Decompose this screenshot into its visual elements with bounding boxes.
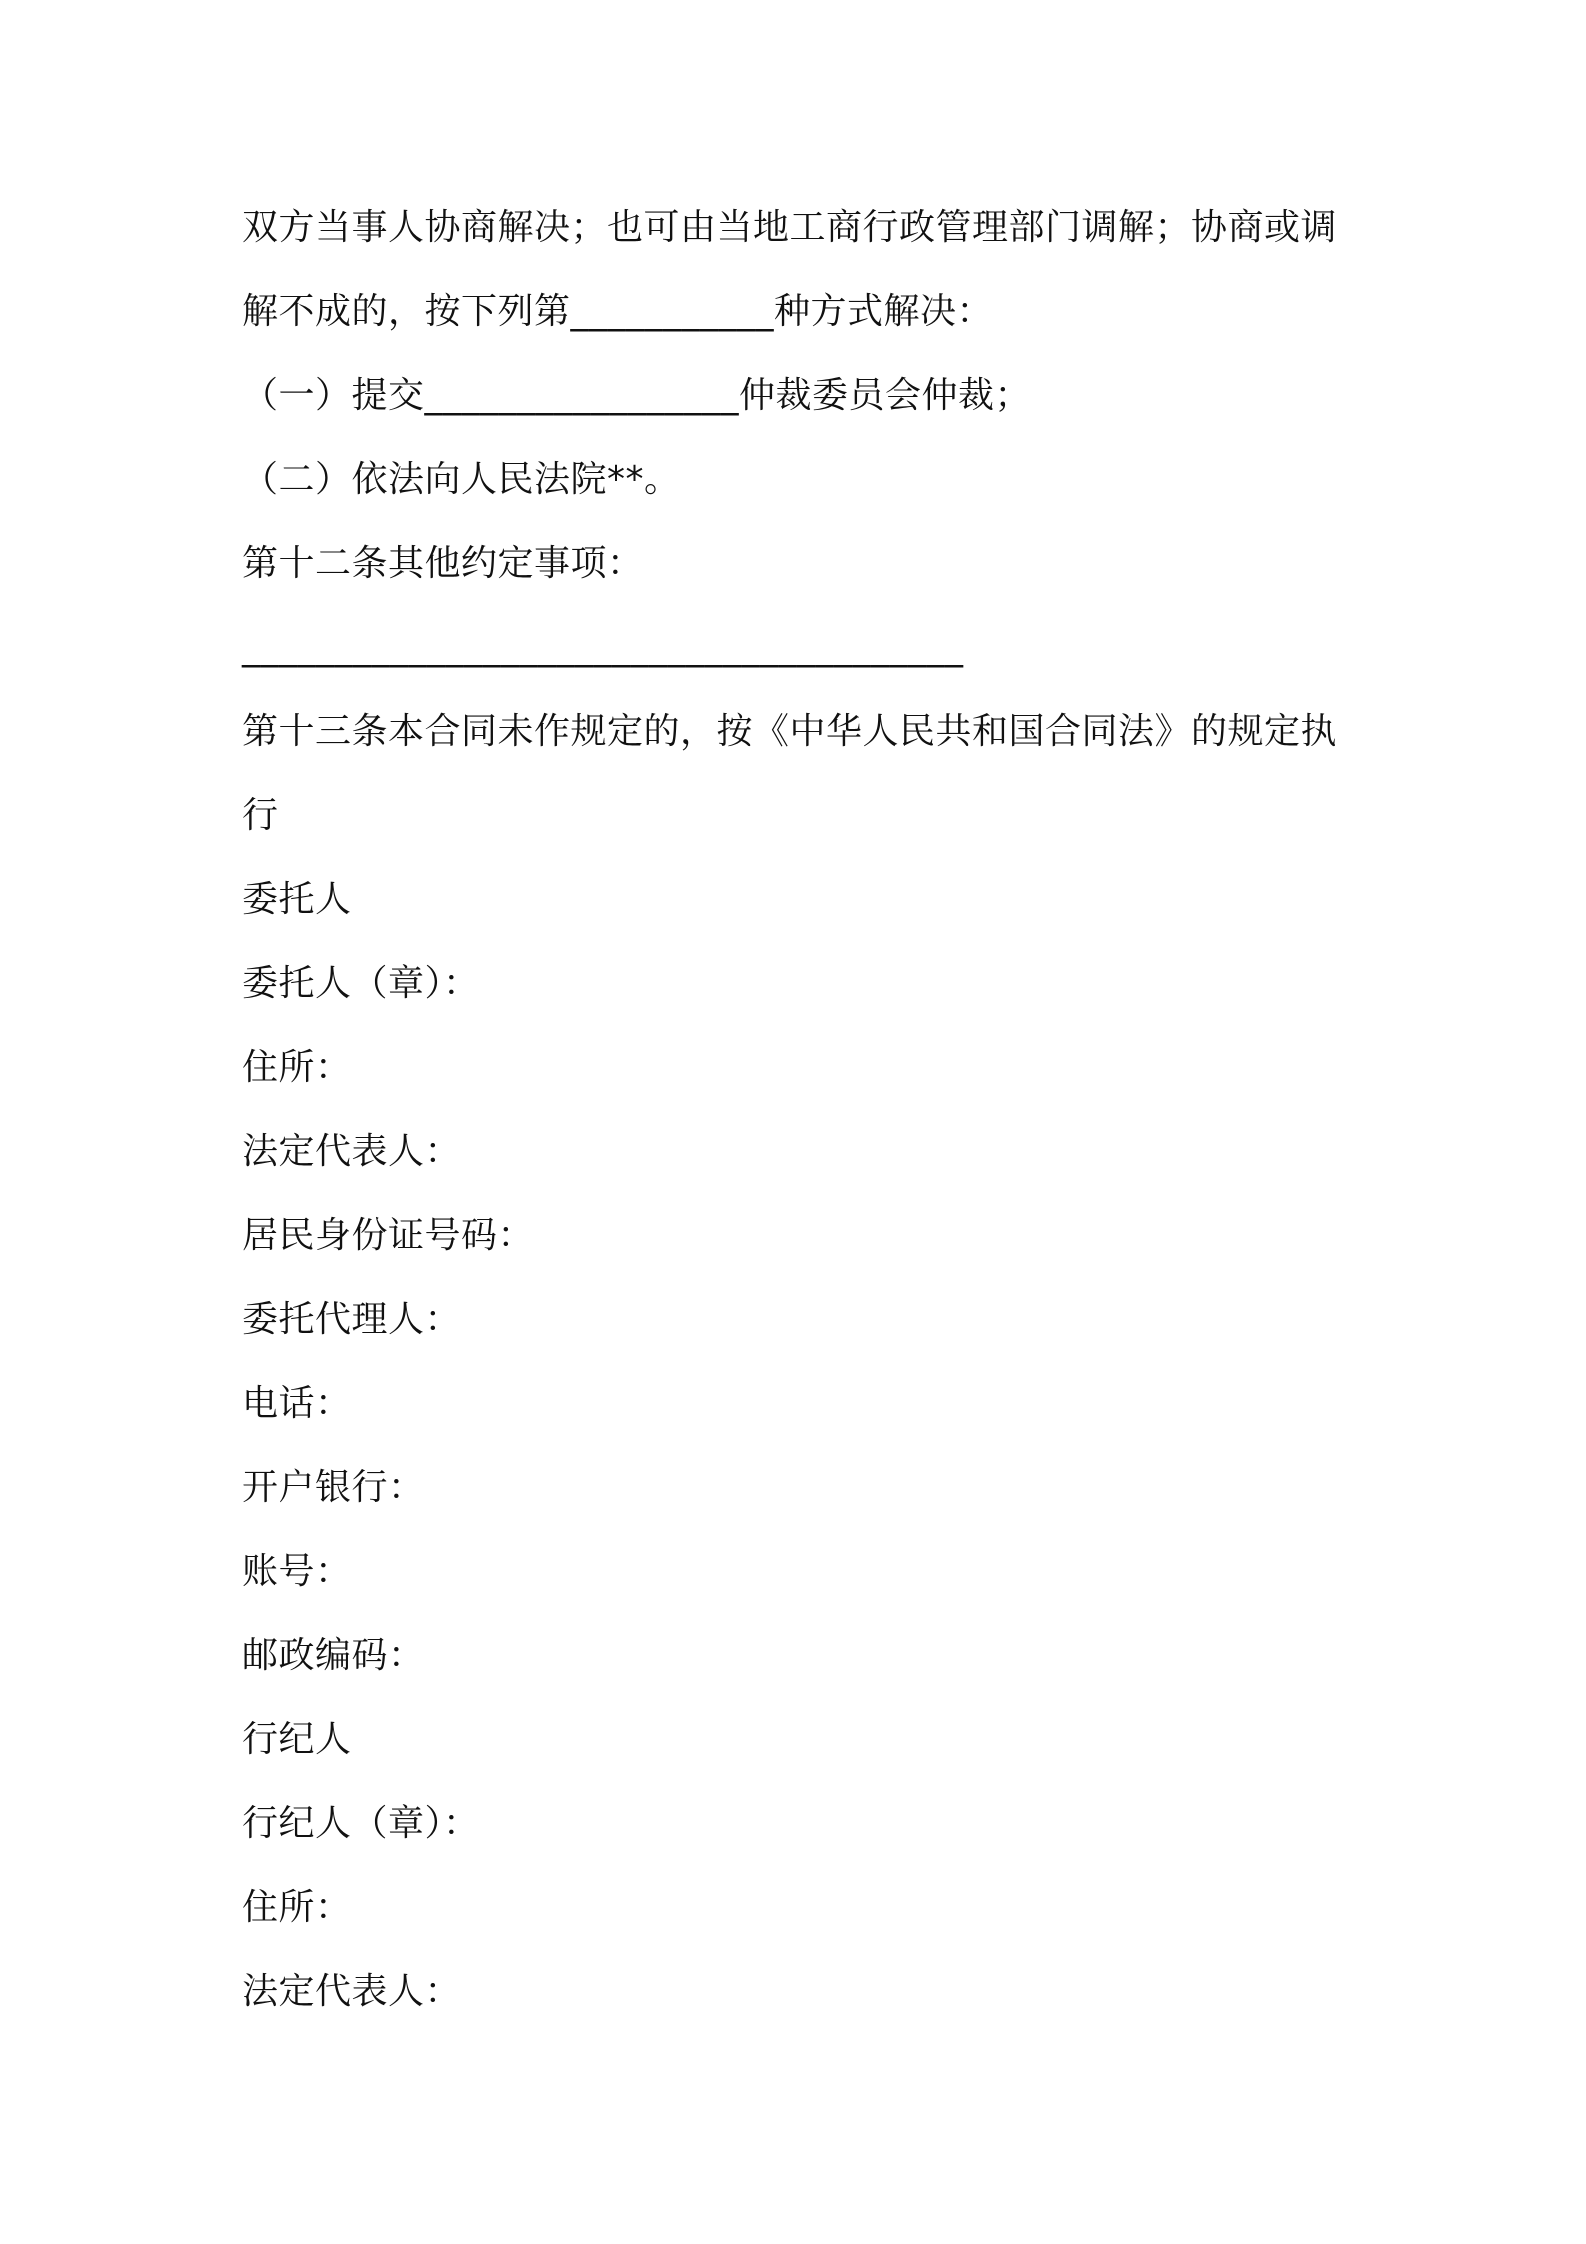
broker-address-field: 住所： xyxy=(242,1887,352,1928)
clause-11-text-line-1: 双方当事人协商解决；也可由当地工商行政管理部门调解；协商或调 xyxy=(242,207,1338,248)
clause-13-text-line-2: 行 xyxy=(242,795,279,836)
principal-bank-field: 开户银行： xyxy=(242,1467,425,1508)
clause-11-text-line-2: 解不成的，按下列第___________种方式解决： xyxy=(242,291,994,332)
broker-seal-field: 行纪人（章）： xyxy=(242,1803,480,1844)
principal-account-field: 账号： xyxy=(242,1551,352,1592)
principal-seal-field: 委托人（章）： xyxy=(242,963,480,1004)
principal-address-field: 住所： xyxy=(242,1047,352,1088)
clause-12-heading: 第十二条其他约定事项： xyxy=(242,543,644,584)
clause-12-blank-line: _______________________________________ xyxy=(242,627,964,668)
option-court: （二）依法向人民法院**。 xyxy=(242,459,681,500)
principal-postcode-field: 邮政编码： xyxy=(242,1635,425,1676)
principal-agent-field: 委托代理人： xyxy=(242,1299,462,1340)
principal-section-title: 委托人 xyxy=(242,879,352,920)
principal-legal-rep-field: 法定代表人： xyxy=(242,1131,462,1172)
option-arbitration: （一）提交_________________仲裁委员会仲裁； xyxy=(242,375,1032,416)
principal-id-number-field: 居民身份证号码： xyxy=(242,1215,535,1256)
broker-section-title: 行纪人 xyxy=(242,1719,352,1760)
clause-13-text-line-1: 第十三条本合同未作规定的，按《中华人民共和国合同法》的规定执 xyxy=(242,711,1338,752)
principal-phone-field: 电话： xyxy=(242,1383,352,1424)
broker-legal-rep-field: 法定代表人： xyxy=(242,1971,462,2012)
